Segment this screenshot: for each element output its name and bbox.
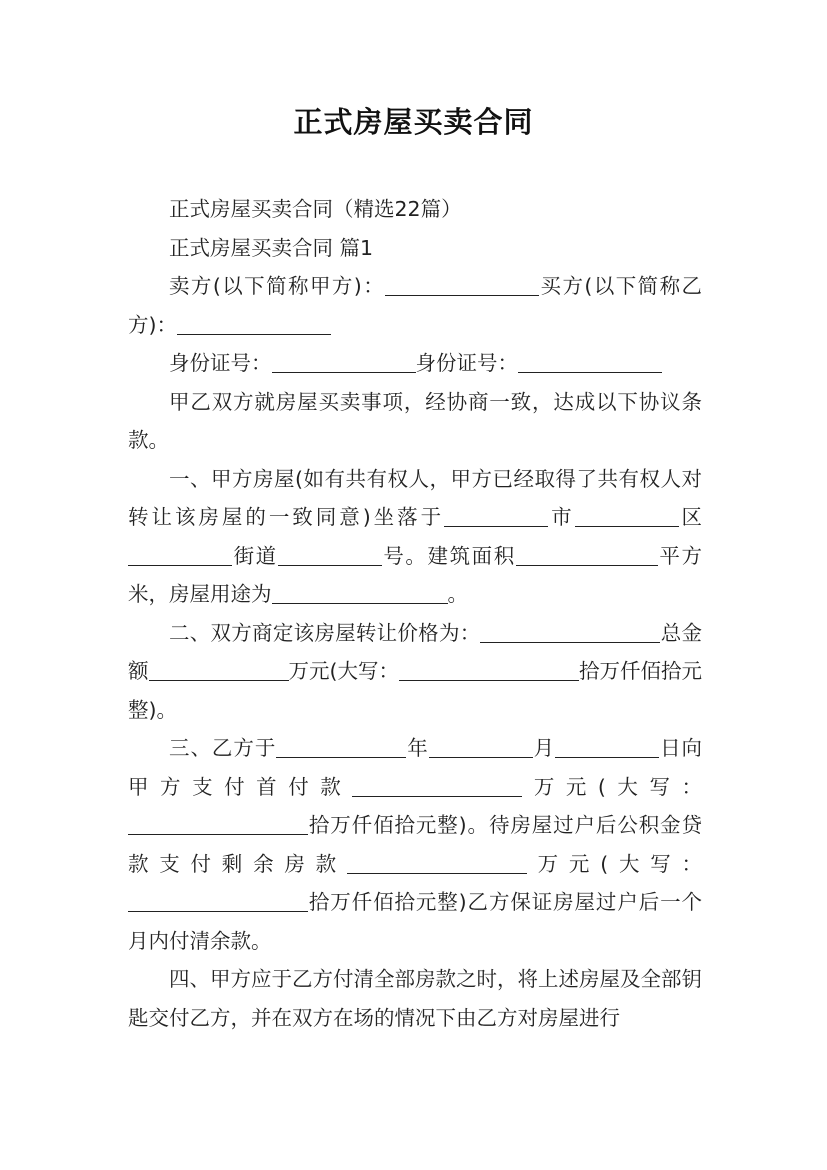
blank-line [444, 504, 548, 527]
blank-line [347, 851, 527, 874]
document-title: 正式房屋买卖合同 [293, 105, 534, 139]
blank-line [385, 273, 539, 296]
paragraph-intro [128, 383, 702, 460]
paragraph-clause-1 [128, 460, 702, 614]
text-run: 平方米，房屋用途为 [128, 543, 703, 606]
blank-line [272, 581, 448, 604]
blank-line [149, 658, 289, 681]
paragraph-clause-4 [128, 960, 702, 1037]
blank-line [272, 350, 416, 373]
blank-line [276, 735, 406, 758]
text-run: 买方(以下简称乙方)： [128, 274, 703, 337]
text-run: 万元(大写： [288, 659, 399, 683]
text-run: 年 [406, 736, 429, 760]
text-run: 身份证号： [169, 351, 272, 375]
text-run: 月 [532, 736, 556, 760]
blank-line [128, 889, 308, 912]
paragraph-parties [128, 267, 702, 344]
text-run: 万元(大写： [522, 774, 703, 799]
blank-line [399, 658, 579, 681]
text-run: 日向甲方支付首付款 [128, 736, 703, 799]
paragraph-subtitle [128, 190, 702, 229]
text-run: 万元(大写： [526, 851, 703, 876]
blank-line [429, 735, 533, 758]
text-run: 号。建筑面积 [381, 543, 516, 568]
blank-line [575, 504, 679, 527]
blank-line [518, 350, 662, 373]
blank-line [177, 312, 331, 335]
text-run: 拾万仟佰拾元整)。 [128, 659, 702, 722]
text-run: 区 [678, 505, 703, 529]
text-run: 甲乙双方就房屋买卖事项，经协商一致，达成以下协议条款。 [128, 389, 702, 452]
blank-line [278, 543, 382, 566]
text-run: 总金额 [128, 620, 703, 683]
text-run: 三、乙方于 [169, 736, 277, 760]
text-run: 正式房屋买卖合同（精选22篇） [169, 197, 462, 221]
text-run: 市 [548, 505, 575, 529]
blank-line [480, 620, 660, 643]
text-run: 拾万仟佰拾元整)乙方保证房屋过户后一个月内付清余款。 [128, 890, 702, 953]
paragraph-clause-2 [128, 614, 702, 730]
text-run: 二、双方商定该房屋转让价格为： [169, 620, 481, 645]
blank-line [128, 812, 308, 835]
paragraph-section-heading [128, 229, 702, 268]
text-run: 正式房屋买卖合同 篇1 [169, 235, 374, 260]
text-run: 身份证号： [415, 351, 518, 375]
blank-line [128, 543, 232, 566]
document-body [128, 190, 702, 1037]
blank-line [352, 774, 522, 797]
text-run: 四、甲方应于乙方付清全部房款之时，将上述房屋及全部钥匙交付乙方，并在双方在场的情况下由乙方对房屋进行 [128, 967, 702, 1030]
paragraph-id-numbers [128, 344, 702, 383]
blank-line [516, 543, 658, 566]
blank-line [555, 735, 659, 758]
paragraph-clause-3 [128, 729, 702, 960]
text-run: 卖方(以下简称甲方)： [169, 274, 386, 298]
text-run: 一、甲方房屋(如有共有权人，甲方已经取得了共有权人对转让该房屋的一致同意)坐落于 [128, 466, 702, 529]
text-run: 。 [447, 582, 468, 606]
text-run: 街道 [232, 543, 278, 568]
text-run: 拾万仟佰拾元整)。待房屋过户后公积金贷款支付剩余房款 [128, 813, 702, 876]
